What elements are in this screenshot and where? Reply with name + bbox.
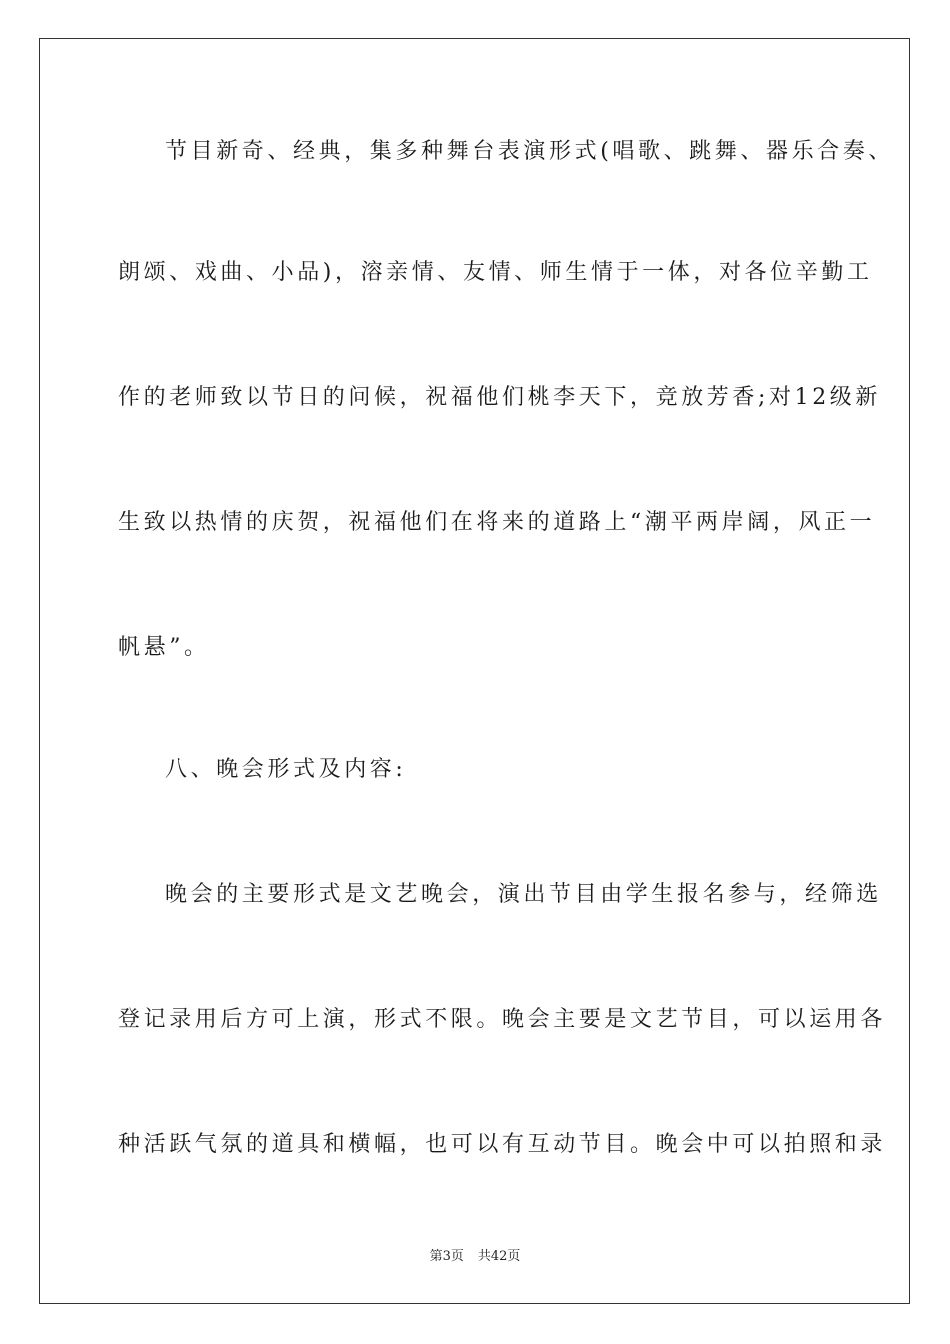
paragraph-line-7: 登记录用后方可上演，形式不限。晚会主要是文艺节目，可以运用各 xyxy=(118,1007,887,1032)
page-total: 共42页 xyxy=(477,1249,521,1264)
page-footer xyxy=(0,1248,950,1266)
page-number: 第3页 xyxy=(429,1249,464,1264)
section-heading: 八、晚会形式及内容: xyxy=(165,757,407,782)
paragraph-line-4: 生致以热情的庆贺，祝福他们在将来的道路上“潮平两岸阔，风正一 xyxy=(118,510,876,535)
paragraph-line-6: 晚会的主要形式是文艺晚会，演出节目由学生报名参与，经筛选 xyxy=(165,882,882,907)
paragraph-line-1: 节目新奇、经典，集多种舞台表演形式(唱歌、跳舞、器乐合奏、 xyxy=(165,139,894,164)
paragraph-line-2: 朗颂、戏曲、小品)，溶亲情、友情、师生情于一体，对各位辛勤工 xyxy=(118,260,873,285)
paragraph-line-8: 种活跃气氛的道具和横幅，也可以有互动节目。晚会中可以拍照和录 xyxy=(118,1132,887,1157)
page-frame xyxy=(39,38,910,1304)
paragraph-line-3: 作的老师致以节日的问候，祝福他们桃李天下，竞放芳香;对12级新 xyxy=(118,385,882,410)
paragraph-line-5: 帆悬”。 xyxy=(118,635,210,660)
